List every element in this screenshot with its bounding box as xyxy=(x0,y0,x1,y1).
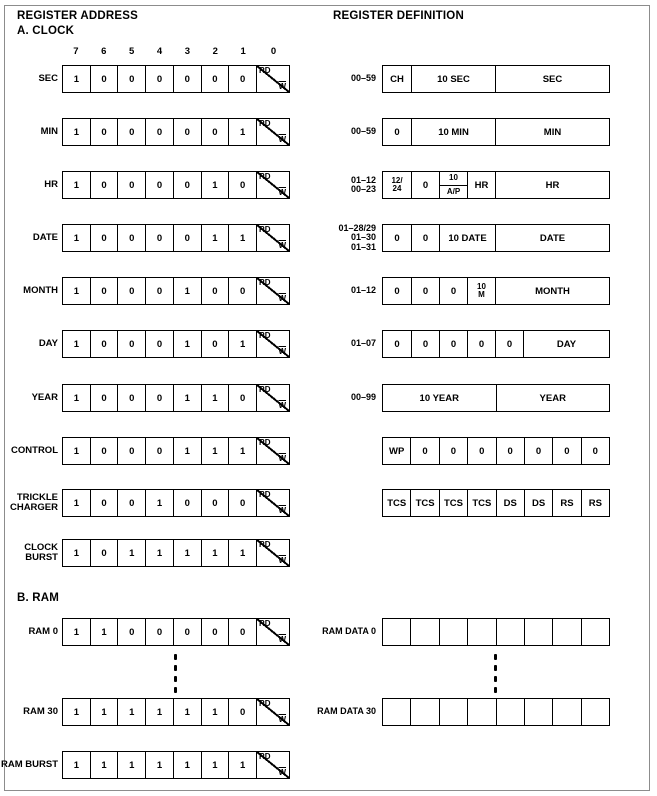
bit-cell: 1 xyxy=(145,540,173,566)
field-rs: RS xyxy=(552,490,580,516)
bit-cell: 0 xyxy=(228,66,256,92)
bit-cell: 0 xyxy=(90,225,118,251)
field-wp: WP xyxy=(389,445,405,457)
empty-cell xyxy=(410,699,438,725)
bit-cell: 0 xyxy=(90,438,118,464)
field-10min: 10 MIN xyxy=(411,119,495,145)
bit-cell: 1 xyxy=(228,438,256,464)
bit-cell: 0 xyxy=(173,172,201,198)
write-bar-label: $\overline{W}$ xyxy=(278,347,287,356)
bit-cell: 1 xyxy=(173,278,201,304)
bit-cell: 1 xyxy=(228,119,256,145)
bit-cell: 0 xyxy=(145,619,173,645)
bit-cell: 0 xyxy=(201,278,229,304)
bit-cell: 1 xyxy=(173,699,201,725)
field-year: YEAR xyxy=(496,385,610,411)
range-label-min xyxy=(280,118,376,146)
field-zero: 0 xyxy=(581,438,609,464)
register-label-date: DATE xyxy=(32,232,58,243)
bit-cell: 1 xyxy=(73,285,79,297)
write-bar-label: $\overline{W}$ xyxy=(278,135,287,144)
bit-cell: 0 xyxy=(228,490,256,516)
read-write-cell xyxy=(256,490,289,516)
field-line: 10 xyxy=(477,281,486,291)
bit-cell: 1 xyxy=(173,438,201,464)
bit-cell: 0 xyxy=(117,225,145,251)
field-10year: 10 YEAR xyxy=(419,392,459,404)
bit-cell: 1 xyxy=(117,540,145,566)
bit-cell: 0 xyxy=(228,385,256,411)
bit-cell: 1 xyxy=(228,225,256,251)
definition-row-ram-data0 xyxy=(382,618,610,646)
bit-cell: 0 xyxy=(173,225,201,251)
rd-label: RD xyxy=(259,278,271,287)
bit-cell: 1 xyxy=(145,752,173,778)
empty-cell xyxy=(467,699,495,725)
field-ds: DS xyxy=(496,490,524,516)
field-line: 12/ xyxy=(391,175,403,185)
field-10m xyxy=(467,278,495,304)
register-address-title: REGISTER ADDRESS xyxy=(17,10,138,22)
field-tcs: TCS xyxy=(439,490,467,516)
bit-cell: 1 xyxy=(73,338,79,350)
definition-row-day xyxy=(382,330,610,358)
register-label-control: CONTROL xyxy=(11,445,58,456)
write-bar-label: $\overline{W}$ xyxy=(278,506,287,515)
bit-cell: 1 xyxy=(228,752,256,778)
write-bar-label: $\overline{W}$ xyxy=(278,454,287,463)
rd-label: RD xyxy=(259,119,271,128)
ram-data0-label xyxy=(280,618,376,646)
bit-cell: 1 xyxy=(73,392,79,404)
bit-cell: 1 xyxy=(201,172,229,198)
bit-cell: 1 xyxy=(73,706,79,718)
field-date: DATE xyxy=(495,225,609,251)
bit-cell: 0 xyxy=(145,119,173,145)
rd-label: RD xyxy=(259,699,271,708)
bit-cell: 1 xyxy=(228,540,256,566)
empty-cell xyxy=(496,619,524,645)
address-row-day xyxy=(62,330,290,358)
bit-cell: 0 xyxy=(145,66,173,92)
address-row-trickle-charger xyxy=(62,489,290,517)
read-write-cell xyxy=(256,752,289,778)
range-line: 01–28/29 xyxy=(338,222,376,233)
bit-cell: 1 xyxy=(73,232,79,244)
address-row-year xyxy=(62,384,290,412)
bit-cell: 0 xyxy=(201,119,229,145)
register-label-sec: SEC xyxy=(38,73,58,84)
empty-cell xyxy=(439,619,467,645)
bit-cell: 0 xyxy=(117,490,145,516)
field-zero: 0 xyxy=(467,331,495,357)
definition-row-trickle-charger xyxy=(382,489,610,517)
bit-cell: 1 xyxy=(90,752,118,778)
write-bar-label: $\overline{W}$ xyxy=(278,635,287,644)
field-zero: 0 xyxy=(411,278,439,304)
bit-cell: 1 xyxy=(145,490,173,516)
rd-label: RD xyxy=(259,331,271,340)
bit-number: 1 xyxy=(240,46,246,57)
bit-cell: 1 xyxy=(117,699,145,725)
bit-cell: 1 xyxy=(117,752,145,778)
field-zero: 0 xyxy=(467,438,495,464)
field-tcs: TCS xyxy=(387,497,407,509)
bit-number: 2 xyxy=(212,46,218,57)
address-row-ram30 xyxy=(62,698,290,726)
address-row-ram0 xyxy=(62,618,290,646)
bit-cell: 0 xyxy=(145,385,173,411)
bit-cell: 1 xyxy=(201,438,229,464)
register-label-ram-burst: RAM BURST xyxy=(1,759,58,770)
rd-label: RD xyxy=(259,225,271,234)
field-min: MIN xyxy=(495,119,609,145)
field-10sec: 10 SEC xyxy=(411,66,495,92)
definition-row-ram-data30 xyxy=(382,698,610,726)
register-label-min: MIN xyxy=(40,126,58,137)
bit-cell: 1 xyxy=(173,540,201,566)
bit-cell: 1 xyxy=(173,752,201,778)
address-row-month xyxy=(62,277,290,305)
bit-cell: 1 xyxy=(73,179,79,191)
bit-cell: 0 xyxy=(228,172,256,198)
empty-cell xyxy=(581,699,609,725)
bit-cell: 0 xyxy=(117,331,145,357)
bit-cell: 0 xyxy=(201,619,229,645)
definition-row-control xyxy=(382,437,610,465)
field-ds: DS xyxy=(524,490,552,516)
bit-cell: 1 xyxy=(73,126,79,138)
register-label-clock-burst: CLOCK BURST xyxy=(24,542,58,563)
empty-cell xyxy=(496,699,524,725)
empty-cell xyxy=(383,619,410,645)
read-write-cell xyxy=(256,438,289,464)
bit-cell: 1 xyxy=(173,385,201,411)
address-row-hr xyxy=(62,171,290,199)
field-zero: 0 xyxy=(394,126,400,138)
bit-cell: 1 xyxy=(173,331,201,357)
field-zero: 0 xyxy=(524,438,552,464)
field-10: 10 xyxy=(440,172,467,186)
bit-cell: 0 xyxy=(145,438,173,464)
field-zero: 0 xyxy=(394,338,400,350)
bit-cell: 1 xyxy=(73,759,79,771)
rd-label: RD xyxy=(259,385,271,394)
empty-cell xyxy=(524,699,552,725)
definition-row-month xyxy=(382,277,610,305)
bit-cell: 0 xyxy=(117,619,145,645)
definition-row-sec xyxy=(382,65,610,93)
bit-cell: 0 xyxy=(145,331,173,357)
bit-cell: 1 xyxy=(201,225,229,251)
bit-cell: 0 xyxy=(90,540,118,566)
bit-cell: 0 xyxy=(145,172,173,198)
field-hr: HR xyxy=(495,172,609,198)
section-a-title: A. CLOCK xyxy=(17,25,75,37)
empty-cell xyxy=(467,619,495,645)
address-row-date xyxy=(62,224,290,252)
field-zero: 0 xyxy=(411,331,439,357)
bit-cell: 1 xyxy=(201,752,229,778)
bit-number: 0 xyxy=(270,46,277,57)
field-tcs: TCS xyxy=(410,490,438,516)
bit-cell: 1 xyxy=(145,699,173,725)
range-label-sec xyxy=(280,65,376,93)
definition-row-date xyxy=(382,224,610,252)
field-zero: 0 xyxy=(439,331,467,357)
empty-cell xyxy=(581,619,609,645)
bit-cell: 0 xyxy=(228,699,256,725)
rd-label: RD xyxy=(259,490,271,499)
bit-number: 3 xyxy=(184,46,191,57)
write-bar-label: $\overline{W}$ xyxy=(278,715,287,724)
range-label-month xyxy=(280,277,376,305)
bit-cell: 0 xyxy=(201,331,229,357)
section-b-title: B. RAM xyxy=(17,592,60,604)
bit-number-header xyxy=(62,46,290,57)
field-rs: RS xyxy=(581,490,609,516)
address-row-clock-burst xyxy=(62,539,290,567)
register-label-ram0: RAM 0 xyxy=(28,626,58,637)
field-zero: 0 xyxy=(495,331,523,357)
bit-cell: 0 xyxy=(90,385,118,411)
range-line: 01–07 xyxy=(350,338,376,349)
write-bar-label: $\overline{W}$ xyxy=(278,82,287,91)
write-bar-label: $\overline{W}$ xyxy=(278,768,287,777)
bit-cell: 1 xyxy=(201,699,229,725)
address-row-control xyxy=(62,437,290,465)
range-label-year xyxy=(280,384,376,412)
range-line: 01–12 xyxy=(350,285,376,296)
range-line: RAM DATA 0 xyxy=(322,626,376,637)
field-hr-small: HR xyxy=(467,172,495,198)
bit-cell: 0 xyxy=(117,438,145,464)
read-write-cell xyxy=(256,540,289,566)
empty-cell xyxy=(410,619,438,645)
range-line: 00–59 xyxy=(350,126,376,137)
bit-cell: 1 xyxy=(201,540,229,566)
rd-label: RD xyxy=(259,540,271,549)
bit-cell: 1 xyxy=(90,619,118,645)
bit-cell: 0 xyxy=(117,172,145,198)
bit-cell: 0 xyxy=(228,619,256,645)
empty-cell xyxy=(439,699,467,725)
register-label-year: YEAR xyxy=(31,392,58,403)
range-label-date xyxy=(280,224,376,252)
register-label-ram30: RAM 30 xyxy=(23,706,58,717)
bit-cell: 0 xyxy=(90,331,118,357)
bit-cell: 0 xyxy=(201,490,229,516)
definition-row-hr xyxy=(382,171,610,199)
field-ch: CH xyxy=(390,73,404,85)
rd-label: RD xyxy=(259,619,271,628)
rd-label: RD xyxy=(259,66,271,75)
range-line: 01–31 xyxy=(350,241,376,252)
field-zero: 0 xyxy=(394,285,400,297)
bit-cell: 0 xyxy=(117,385,145,411)
ram-data30-label xyxy=(280,698,376,726)
rd-label: RD xyxy=(259,752,271,761)
ellipsis-dots xyxy=(494,654,497,693)
address-row-ram-burst xyxy=(62,751,290,779)
field-line: M xyxy=(478,290,485,299)
range-line: 01–30 xyxy=(350,232,376,243)
ellipsis-dots xyxy=(174,654,177,693)
field-month: MONTH xyxy=(495,278,609,304)
bit-cell: 0 xyxy=(117,66,145,92)
field-day: DAY xyxy=(523,331,609,357)
field-10-ap xyxy=(439,172,467,198)
bit-cell: 1 xyxy=(90,699,118,725)
field-zero: 0 xyxy=(411,225,439,251)
bit-cell: 0 xyxy=(90,66,118,92)
bit-cell: 0 xyxy=(117,278,145,304)
bit-cell: 1 xyxy=(73,73,79,85)
field-tcs: TCS xyxy=(467,490,495,516)
bit-number: 4 xyxy=(156,46,163,57)
field-zero: 0 xyxy=(439,438,467,464)
write-bar-label: $\overline{W}$ xyxy=(278,556,287,565)
field-zero: 0 xyxy=(394,232,400,244)
rd-label: RD xyxy=(259,172,271,181)
bit-cell: 1 xyxy=(73,547,79,559)
bit-cell: 1 xyxy=(73,497,79,509)
bit-cell: 0 xyxy=(90,172,118,198)
empty-cell xyxy=(383,699,410,725)
register-label-trickle-charger: TRICKLE CHARGER xyxy=(9,492,58,513)
bit-cell: 1 xyxy=(228,331,256,357)
range-label-day xyxy=(280,330,376,358)
field-line: 24 xyxy=(392,184,402,193)
definition-row-year xyxy=(382,384,610,412)
definition-row-min xyxy=(382,118,610,146)
field-zero: 0 xyxy=(410,438,438,464)
bit-cell: 0 xyxy=(145,278,173,304)
field-zero: 0 xyxy=(411,172,439,198)
register-label-hr: HR xyxy=(44,179,58,190)
bit-cell: 0 xyxy=(90,119,118,145)
address-row-sec xyxy=(62,65,290,93)
bit-cell: 0 xyxy=(173,66,201,92)
bit-cell: 0 xyxy=(228,278,256,304)
range-line: 00–99 xyxy=(350,392,376,403)
field-10date: 10 DATE xyxy=(439,225,495,251)
range-line: RAM DATA 30 xyxy=(317,706,376,717)
empty-cell xyxy=(552,619,580,645)
bit-cell: 0 xyxy=(201,66,229,92)
range-line: 00–23 xyxy=(350,184,376,194)
bit-cell: 0 xyxy=(173,490,201,516)
bit-cell: 0 xyxy=(117,119,145,145)
bit-number: 5 xyxy=(129,46,135,57)
bit-cell: 1 xyxy=(73,445,79,457)
register-label-day: DAY xyxy=(38,338,58,349)
bit-cell: 0 xyxy=(90,490,118,516)
field-sec: SEC xyxy=(495,66,609,92)
register-definition-title: REGISTER DEFINITION xyxy=(333,10,464,22)
write-bar-label: $\overline{W}$ xyxy=(278,188,287,197)
write-bar-label: $\overline{W}$ xyxy=(278,241,287,250)
rd-label: RD xyxy=(259,438,271,447)
field-zero: 0 xyxy=(439,278,467,304)
range-line: 01–12 xyxy=(350,174,376,185)
write-bar-label: $\overline{W}$ xyxy=(278,401,287,410)
bit-cell: 0 xyxy=(90,278,118,304)
bit-number: 6 xyxy=(101,46,107,57)
field-zero: 0 xyxy=(496,438,524,464)
bit-cell: 1 xyxy=(73,626,79,638)
field-zero: 0 xyxy=(552,438,580,464)
bit-number: 7 xyxy=(73,46,79,57)
field-12-24 xyxy=(383,172,411,198)
empty-cell xyxy=(552,699,580,725)
range-label-hr xyxy=(280,171,376,199)
write-bar-label: $\overline{W}$ xyxy=(278,294,287,303)
address-row-min xyxy=(62,118,290,146)
bit-cell: 0 xyxy=(145,225,173,251)
empty-cell xyxy=(524,619,552,645)
range-line: 00–59 xyxy=(350,73,376,84)
bit-cell: 0 xyxy=(173,119,201,145)
register-label-month: MONTH xyxy=(23,285,58,296)
bit-cell: 1 xyxy=(201,385,229,411)
bit-cell: 0 xyxy=(173,619,201,645)
field-ap: A/P xyxy=(446,186,461,196)
